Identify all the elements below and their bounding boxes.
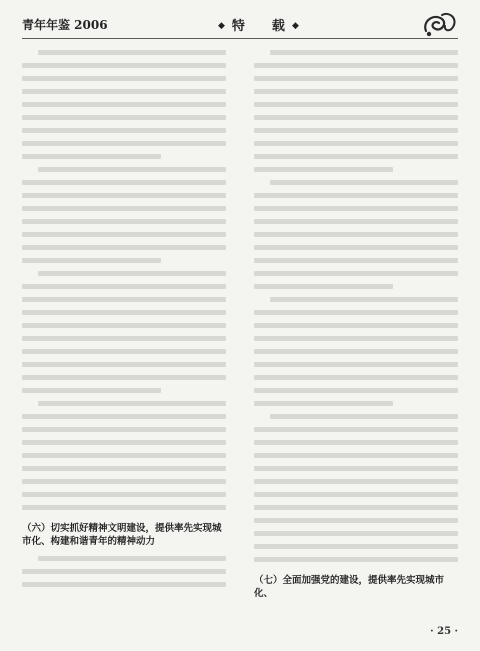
text-line-placeholder: [254, 284, 393, 289]
text-line-placeholder: [22, 479, 226, 484]
text-line-placeholder: [254, 440, 458, 445]
right-paragraphs: [254, 50, 458, 570]
text-line-placeholder: [254, 427, 458, 432]
text-line-placeholder: [22, 569, 226, 574]
left-paragraphs-top: [22, 50, 226, 518]
page-number: · 25 ·: [430, 626, 458, 637]
text-line-placeholder: [254, 466, 458, 471]
text-line-placeholder: [22, 76, 226, 81]
publication-title: 青年年鉴 2006: [22, 18, 108, 32]
text-line-placeholder: [254, 349, 458, 354]
text-line-placeholder: [254, 336, 458, 341]
text-line-placeholder: [22, 141, 226, 146]
text-line-placeholder: [22, 440, 226, 445]
text-line-placeholder: [254, 258, 458, 263]
text-line-placeholder: [22, 297, 226, 302]
section-six-heading: （六）切实抓好精神文明建设，提供率先实现城市化、构建和谐青年的精神动力: [22, 523, 222, 547]
text-line-placeholder: [22, 453, 226, 458]
text-line-placeholder: [254, 219, 458, 224]
text-line-placeholder: [22, 323, 226, 328]
text-line-placeholder: [254, 193, 458, 198]
text-line-placeholder: [22, 232, 226, 237]
text-line-placeholder: [254, 154, 458, 159]
text-line-placeholder: [22, 115, 226, 120]
text-line-placeholder: [22, 492, 226, 497]
text-line-placeholder: [22, 102, 226, 107]
text-line-placeholder: [22, 582, 226, 587]
text-line-placeholder: [254, 479, 458, 484]
text-line-placeholder: [270, 414, 458, 419]
text-line-placeholder: [22, 505, 226, 510]
text-line-placeholder: [254, 323, 458, 328]
text-line-placeholder: [22, 427, 226, 432]
text-line-placeholder: [254, 141, 458, 146]
text-line-placeholder: [254, 206, 458, 211]
text-line-placeholder: [270, 297, 458, 302]
text-line-placeholder: [22, 336, 226, 341]
swirl-ornament-icon: [420, 9, 458, 39]
text-line-placeholder: [254, 271, 458, 276]
text-line-placeholder: [22, 63, 226, 68]
running-header: [22, 12, 458, 39]
text-line-placeholder: [38, 50, 226, 55]
text-line-placeholder: [22, 206, 226, 211]
text-line-placeholder: [254, 362, 458, 367]
text-line-placeholder: [254, 531, 458, 536]
section-label-text: 特 载: [231, 19, 292, 34]
text-line-placeholder: [22, 362, 226, 367]
text-line-placeholder: [254, 102, 458, 107]
text-line-placeholder: [22, 414, 226, 419]
text-line-placeholder: [254, 89, 458, 94]
text-line-placeholder: [254, 518, 458, 523]
text-line-placeholder: [270, 180, 458, 185]
text-line-placeholder: [22, 154, 161, 159]
text-line-placeholder: [22, 284, 226, 289]
text-line-placeholder: [254, 63, 458, 68]
text-line-placeholder: [254, 375, 458, 380]
text-line-placeholder: [254, 115, 458, 120]
text-line-placeholder: [254, 544, 458, 549]
text-line-placeholder: [254, 492, 458, 497]
text-line-placeholder: [22, 388, 161, 393]
right-column: [254, 50, 458, 608]
text-line-placeholder: [38, 167, 226, 172]
text-line-placeholder: [254, 76, 458, 81]
text-line-placeholder: [22, 258, 161, 263]
text-line-placeholder: [254, 310, 458, 315]
text-line-placeholder: [254, 167, 393, 172]
text-line-placeholder: [22, 193, 226, 198]
text-line-placeholder: [254, 401, 393, 406]
text-line-placeholder: [22, 128, 226, 133]
text-line-placeholder: [254, 557, 458, 562]
text-line-placeholder: [254, 505, 458, 510]
text-line-placeholder: [254, 128, 458, 133]
text-line-placeholder: [254, 245, 458, 250]
text-line-placeholder: [38, 401, 226, 406]
text-line-placeholder: [22, 180, 226, 185]
section-label: [218, 15, 306, 34]
text-line-placeholder: [254, 232, 458, 237]
left-column: [22, 50, 226, 595]
text-line-placeholder: [38, 271, 226, 276]
text-line-placeholder: [254, 453, 458, 458]
diamond-left-icon: ◆: [218, 21, 232, 31]
text-line-placeholder: [254, 388, 458, 393]
text-line-placeholder: [38, 556, 226, 561]
text-line-placeholder: [22, 245, 226, 250]
text-line-placeholder: [22, 349, 226, 354]
left-paragraphs-bottom: [22, 556, 226, 595]
text-line-placeholder: [22, 310, 226, 315]
text-line-placeholder: [22, 466, 226, 471]
text-line-placeholder: [22, 89, 226, 94]
text-line-placeholder: [22, 219, 226, 224]
text-line-placeholder: [22, 375, 226, 380]
section-seven-heading: （七）全面加强党的建设，提供率先实现城市化、: [254, 575, 445, 599]
diamond-right-icon: ◆: [291, 21, 306, 31]
text-line-placeholder: [270, 50, 458, 55]
